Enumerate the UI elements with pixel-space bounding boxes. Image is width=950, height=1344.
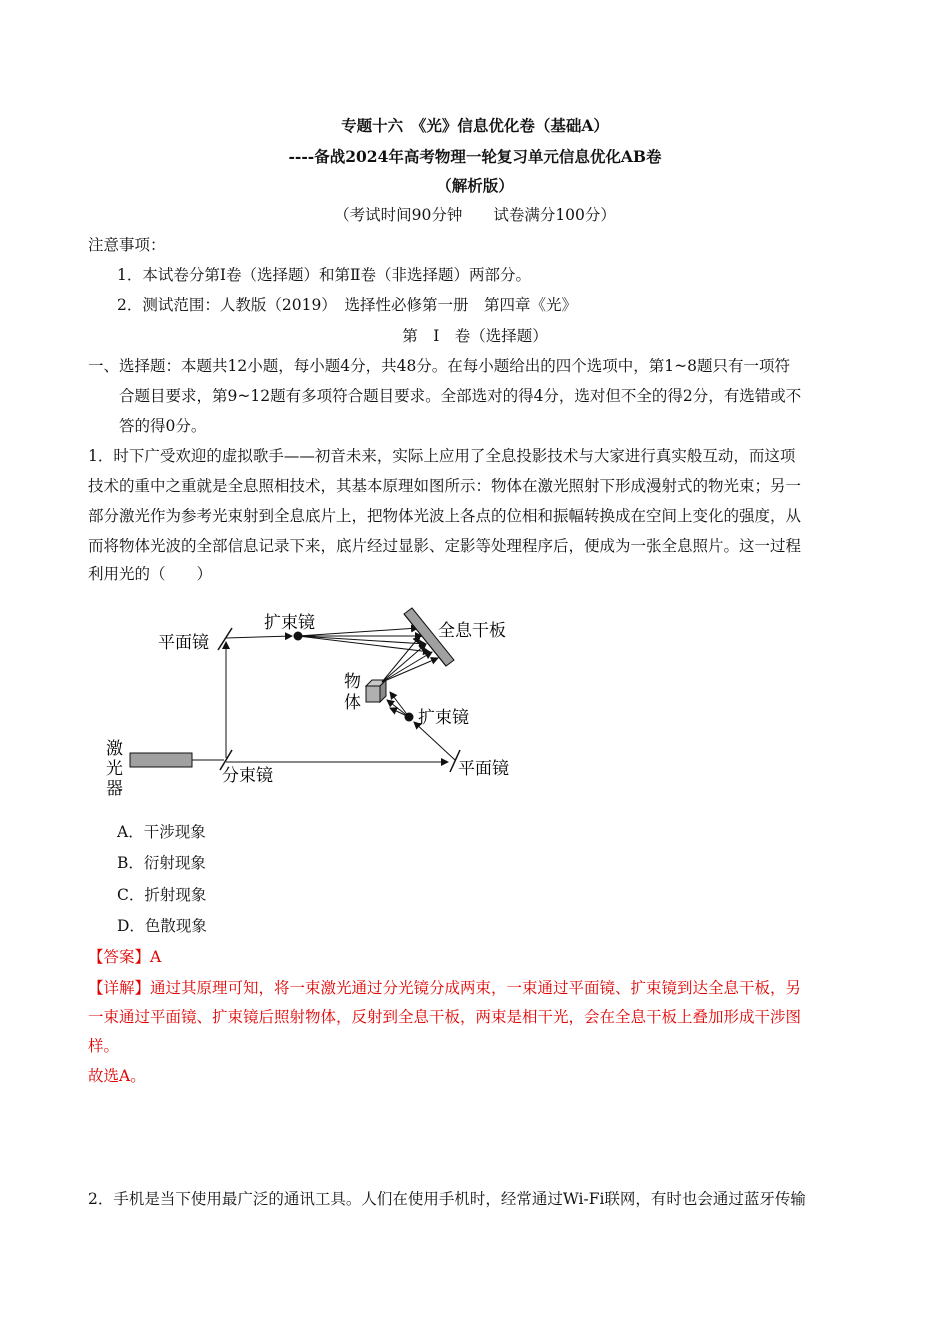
notes-heading: 注意事项： [88,236,166,254]
note-item: 2．测试范围：人教版（2019） 选择性必修第一册 第四章《光》 [117,296,578,314]
question-1-text: 技术的重中之重就是全息照相技术，其基本原理如图所示：物体在激光照射下形成漫射式的物光束；另一 [88,477,802,495]
label-object: 体 [344,693,361,713]
question-2-text: 2．手机是当下使用最广泛的通讯工具。人们在使用手机时，经常通过Wi-Fi联网，有时也会通过蓝牙传输 [88,1190,806,1208]
label-splitter: 分束镜 [222,766,273,786]
instructions-line: 一、选择题：本题共12小题，每小题4分，共48分。在每小题给出的四个选项中，第1~8题只有一项符 [88,357,791,375]
exam-title: 专题十六 《光》信息优化卷（基础A） [341,116,609,135]
question-1-text: 而将物体光波的全部信息记录下来，底片经过显影、定影等处理程序后，便成为一张全息照片。这一过程 [88,537,802,555]
label-laser: 激 [106,739,123,759]
edition-label: （解析版） [436,176,514,195]
label-laser: 器 [106,779,123,799]
question-1-text: 部分激光作为参考光束射到全息底片上，把物体光波上各点的位相和振幅转换成在空间上变化的强度，从 [88,507,802,525]
label-laser: 光 [106,759,123,779]
note-item: 1．本试卷分第Ⅰ卷（选择题）和第Ⅱ卷（非选择题）两部分。 [117,266,532,284]
explanation-line: 【详解】通过其原理可知，将一束激光通过分光镜分成两束，一束通过平面镜、扩束镜到达全息干板，另 [88,979,802,997]
instructions-line: 合题目要求，第9~12题有多项符合题目要求。全部选对的得4分，选对但不全的得2分，有选错或不 [119,387,802,405]
holography-diagram [100,600,530,810]
instructions-line: 答的得0分。 [119,417,207,435]
option-c: C．折射现象 [117,886,207,904]
option-a: A．干涉现象 [117,823,206,841]
explanation-line: 一束通过平面镜、扩束镜后照射物体，反射到全息干板，两束是相干光，会在全息干板上叠加形成干涉图 [88,1008,802,1026]
question-1-text: 1．时下广受欢迎的虚拟歌手——初音未来，实际上应用了全息投影技术与大家进行真实般互动，而这项 [88,447,796,465]
section-title: 第 Ⅰ 卷（选择题） [402,327,548,345]
option-d: D．色散现象 [117,917,207,935]
conclusion-line: 故选A。 [88,1067,146,1085]
laser-device [130,753,192,767]
question-1-text: 利用光的（ ） [88,565,213,583]
label-object: 物 [344,672,361,692]
label-top-mirror: 平面镜 [158,633,209,653]
label-plate: 全息干板 [438,621,506,641]
reference-beam-path [226,636,292,638]
label-bottom-expander: 扩束镜 [418,708,469,728]
time-info: （考试时间90分钟 试卷满分100分） [334,206,616,224]
top-plane-mirror [218,628,232,650]
exam-subtitle: ----备战2024年高考物理一轮复习单元信息优化AB卷 [288,147,662,166]
label-top-expander: 扩束镜 [264,613,315,633]
answer-label: 【答案】A [88,948,162,966]
label-bottom-mirror: 平面镜 [458,759,509,779]
option-b: B．衍射现象 [117,854,206,872]
object-cube [366,680,386,702]
explanation-line: 样。 [88,1037,120,1055]
